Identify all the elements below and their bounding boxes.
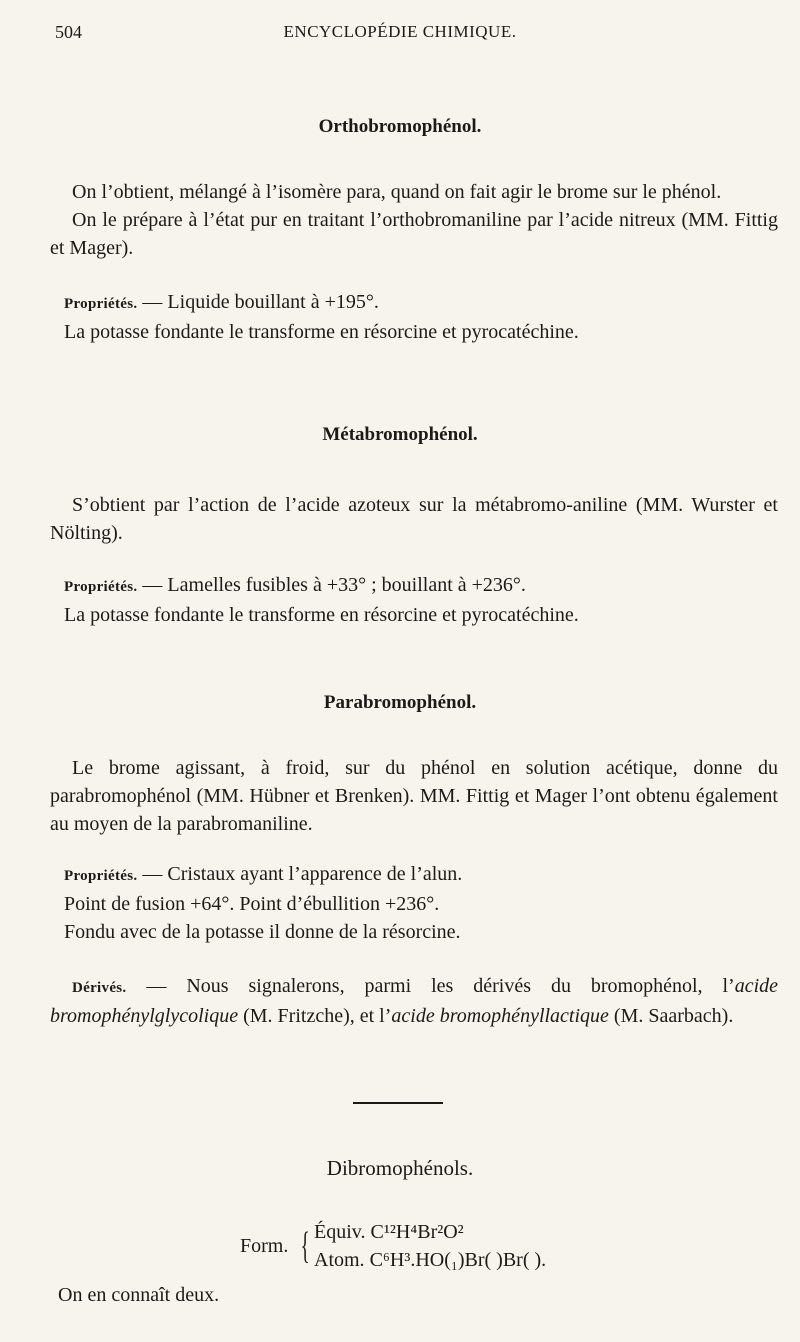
atom-label: Atom. [314, 1249, 370, 1271]
heading-orthobromophenol: Orthobromophénol. [318, 116, 482, 137]
dibromo-closing [58, 1281, 786, 1309]
meta-potasse-line: La potasse fondante le transforme en résorcine et pyrocatéchine. [64, 604, 579, 626]
formula-atom-row [314, 1246, 546, 1274]
section-divider-rule [353, 1102, 443, 1104]
equiv-formula: C¹²H⁴Br²O² [370, 1221, 464, 1243]
derives-text-1: — Nous signalerons, parmi les dérivés du bromophénol, l’ [126, 975, 735, 997]
ortho-properties-text: — Liquide bouillant à +195°. [137, 291, 379, 313]
equiv-label: Équiv. [314, 1221, 371, 1243]
dibromo-closing-line: On en connaît deux. [58, 1284, 220, 1306]
para-potasse-line: Fondu avec de la potasse il donne de la résorcine. [64, 921, 461, 943]
heading-metabromophenol: Métabromophénol. [322, 424, 478, 445]
meta-properties [50, 571, 778, 601]
formula-equiv-row [314, 1218, 546, 1246]
section-para-body [50, 754, 778, 1030]
running-head [55, 22, 745, 46]
derives-acid-glycolique: acide bromophénylglycolique [50, 975, 778, 1027]
derives-text-2: (M. Fritzche), et l’ [238, 1005, 392, 1027]
page-number: 504 [55, 22, 82, 42]
para-properties-text: — Cristaux ayant l’apparence de l’alun. [137, 863, 463, 885]
ortho-potasse-line: La potasse fondante le transforme en résorcine et pyrocatéchine. [64, 321, 579, 343]
ortho-paragraph-1: On l’obtient, mélangé à l’isomère para, quand on fait agir le brome sur le phénol. [72, 181, 722, 203]
ortho-properties-label: Propriétés. [64, 296, 138, 312]
section-ortho-body [50, 178, 778, 346]
heading-parabromophenol: Parabromophénol. [323, 692, 477, 713]
derives-acid-lactique: acide bromophényllactique [391, 1005, 609, 1027]
section-meta-body [50, 491, 778, 629]
para-paragraph-1: Le brome agissant, à froid, sur du phénol en solution acétique, donne du parabromophénol (MM. Hübner et Brenken). MM. Fittig et Mager l’ont obtenu également au moyen de la parabromaniline. [50, 757, 778, 835]
atom-formula: C⁶H³.HO(₁)Br( )Br( ). [369, 1249, 547, 1271]
derives-text-3: (M. Saarbach). [608, 1005, 734, 1027]
derives-label: Dérivés. [72, 980, 127, 996]
para-properties-label: Propriétés. [64, 868, 138, 884]
ortho-paragraph-2: On le prépare à l’état pur en traitant l’orthobromaniline par l’acide nitreux (MM. Fittig et Mager). [50, 209, 778, 259]
ortho-properties [50, 288, 778, 318]
meta-paragraph-1: S’obtient par l’action de l’acide azoteux sur la métabromo-aniline (MM. Wurster et Nölting). [50, 494, 778, 544]
para-derives [50, 972, 778, 1030]
meta-properties-text: — Lamelles fusibles à +33° ; bouillant à +236°. [137, 574, 526, 596]
formula-rows [314, 1218, 546, 1274]
meta-properties-label: Propriétés. [64, 579, 138, 595]
para-properties [50, 860, 778, 890]
heading-dibromophenols: Dibromophénols. [326, 1156, 474, 1180]
running-title: ENCYCLOPÉDIE CHIMIQUE. [283, 22, 517, 41]
formula-brace: { [300, 1225, 310, 1267]
form-label: Form. [240, 1235, 289, 1257]
para-fusion-line: Point de fusion +64°. Point d’ébullition +236°. [64, 893, 440, 915]
